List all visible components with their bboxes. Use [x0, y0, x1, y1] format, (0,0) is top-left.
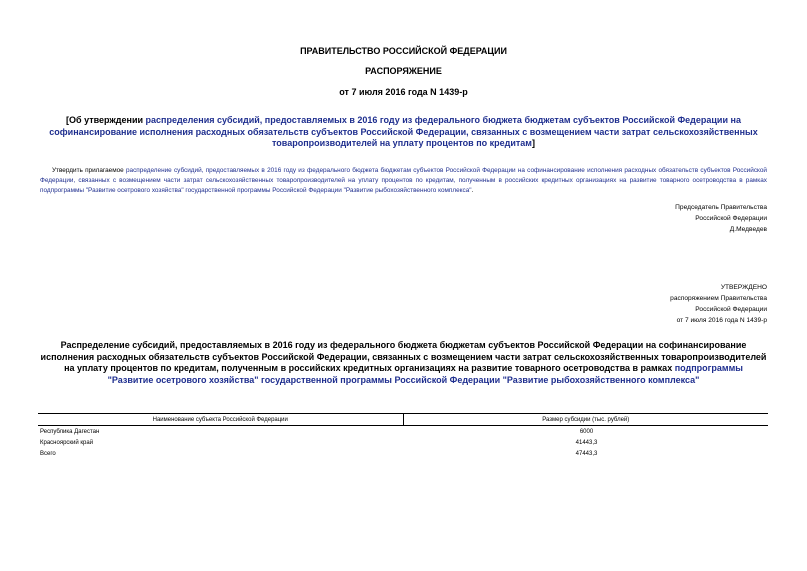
table-row [38, 448, 768, 459]
order-title-suffix: ] [531, 138, 535, 148]
column-header-amount: Размер субсидии (тыс. рублей) [403, 414, 768, 426]
approval-stamp [670, 282, 767, 326]
table-row [38, 426, 768, 438]
order-title-prefix: [Об утверждении [66, 115, 146, 125]
table-row [38, 437, 768, 448]
subsidy-amount: 41443,3 [575, 439, 598, 446]
distribution-title-text: Распределение субсидий, предоставляемых в 2016 году из федерального бюджета бюджетам субъектов Российской Федерации на софинансирование исполнения расходных обязательств субъектов Российской Федерации, связанных с возмещением части затрат сельскохозяйственных товаропроизводителей на уплату процентов по кредитам, полученным в российских кредитных организациях на развитие товарного осетроводства в рамках [40, 340, 767, 373]
distribution-title-link[interactable]: подпрограммы "Развитие осетрового хозяйства" государственной программы Российской Федерации "Развитие рыбохозяйственного комплекса" [107, 363, 743, 385]
order-body [40, 166, 767, 196]
subsidy-amount: 6000 [579, 428, 594, 435]
approval-title: УТВЕРЖДЕНО [720, 284, 767, 291]
subsidy-table [38, 413, 768, 459]
signature-block [675, 202, 767, 235]
order-title-link[interactable]: распределения субсидий, предоставляемых в 2016 году из федерального бюджета бюджетам субъектов Российской Федерации на софинансирование исполнения расходных обязательств субъектов Российской Федерации, связанных с возмещением части затрат сельскохозяйственных товаропроизводителей на уплату процентов по кредитам [49, 115, 758, 148]
order-body-suffix: . [471, 187, 474, 194]
document-type-heading: РАСПОРЯЖЕНИЕ [365, 66, 442, 76]
signature-position: Председатель Правительства [675, 204, 767, 211]
signature-country: Российской Федерации [695, 215, 767, 222]
order-body-prefix: Утвердить прилагаемое [52, 167, 126, 174]
subject-name: Красноярский край [40, 439, 94, 446]
total-amount: 47443,3 [575, 450, 598, 457]
approval-by: распоряжением Правительства [670, 295, 767, 302]
subject-name: Республика Дагестан [40, 428, 100, 435]
date-number-heading: от 7 июля 2016 года N 1439-р [339, 87, 468, 97]
approval-date: от 7 июля 2016 года N 1439-р [676, 317, 767, 324]
distribution-title [40, 340, 767, 386]
table-header-row [38, 414, 768, 426]
government-heading: ПРАВИТЕЛЬСТВО РОССИЙСКОЙ ФЕДЕРАЦИИ [300, 46, 507, 56]
column-header-subject: Наименование субъекта Российской Федерации [38, 414, 403, 426]
order-body-link[interactable]: распределение субсидий, предоставляемых в 2016 году из федерального бюджета бюджетам субъектов Российской Федерации на софинансирование исполнения расходных обязательств субъектов Российской Федерации, связанных с возмещением части затрат сельскохозяйственных товаропроизводителей на уплату процентов по кредитам, полученным в российских кредитных организациях на развитие товарного осетроводства в рамках подпрограммы "Развитие осетрового хозяйства" государственной программы Российской Федерации "Развитие рыбохозяйственного комплекса" [40, 167, 768, 194]
approval-country: Российской Федерации [695, 306, 767, 313]
total-label: Всего [40, 450, 56, 457]
signature-name: Д.Медведев [729, 226, 767, 233]
order-title [40, 115, 767, 150]
